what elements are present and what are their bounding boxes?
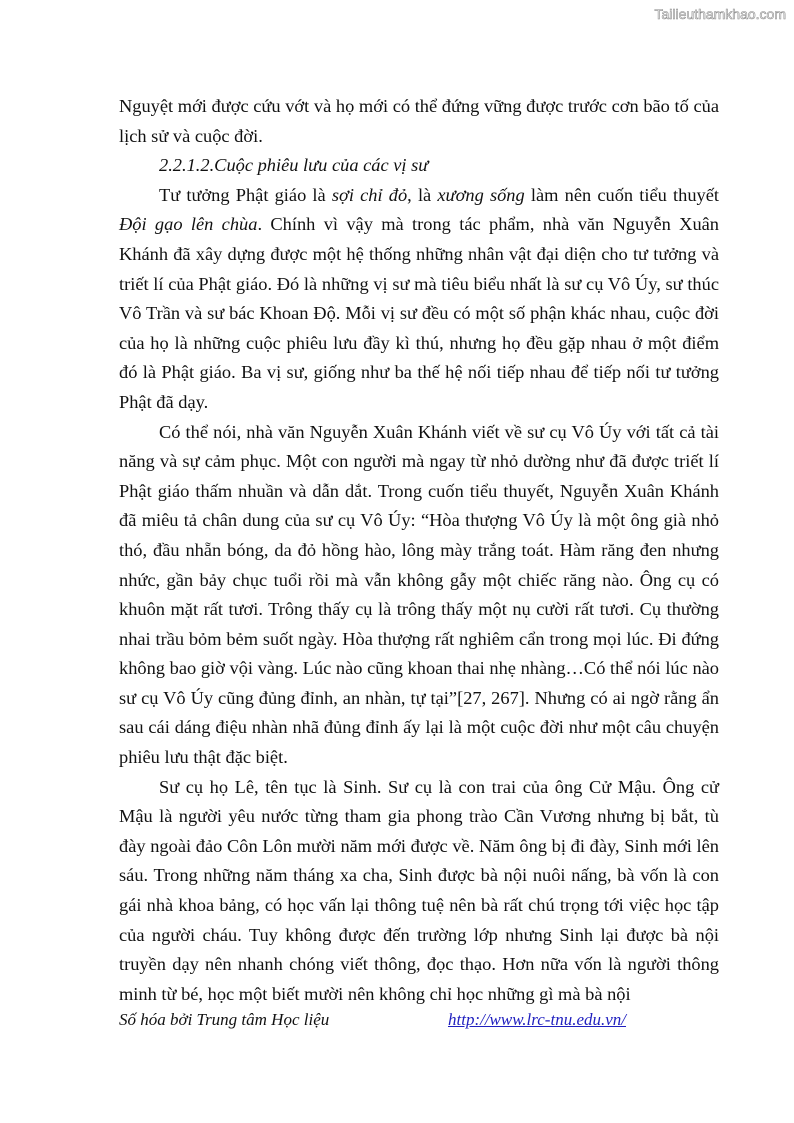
emphasis-text: sợi chỉ đỏ [331,184,408,205]
page-footer [119,1010,719,1034]
book-title: Đội gạo lên chùa [119,214,258,235]
footer-digitized-by: Số hóa bởi Trung tâm Học liệu [119,1010,330,1029]
paragraph-text: Tư tưởng Phật giáo là [159,184,332,205]
paragraph-text: , là [407,184,438,205]
watermark: Tailieuthamkhao.com [654,6,786,22]
document-body [119,92,719,1009]
paragraph-text: làm nên cuốn tiểu thuyết [524,184,719,205]
paragraph-buddhist-thought [119,181,719,418]
section-heading: 2.2.1.2.Cuộc phiêu lưu của các vị sư [159,155,429,176]
emphasis-text: xương sống [437,184,525,205]
footer-link[interactable]: http://www.lrc-tnu.edu.vn/ [448,1010,627,1029]
paragraph-vo-uy-portrait: Có thể nói, nhà văn Nguyễn Xuân Khánh viết về sư cụ Vô Úy với tất cả tài năng và sự cảm phục. Một con người mà ngay từ nhỏ dường như đã được triết lí Phật giáo thấm nhuần và dẫn dắt. Trong cuốn tiểu thuyết, Nguyễn Xuân Khánh đã miêu tả chân dung của sư cụ Vô Úy: “Hòa thượng Vô Úy là một ông già nhỏ thó, đầu nhẵn bóng, da đỏ hồng hào, lông mày trắng toát. Hàm răng đen nhưng nhức, gần bảy chục tuổi rồi mà vẫn không gẫy một chiếc răng nào. Ông cụ có khuôn mặt rất tươi. Trông thấy cụ là trông thấy một nụ cười rất tươi. Cụ thường nhai trầu bỏm bẻm suốt ngày. Hòa thượng rất nghiêm cẩn trong mọi lúc. Đi đứng không bao giờ vội vàng. Lúc nào cũng khoan thai nhẹ nhàng…Có thể nói lúc nào sư cụ Vô Úy cũng đủng đỉnh, an nhàn, tự tại”[27, 267]. Nhưng có ai ngờ rằng ẩn sau cái dáng điệu nhàn nhã đủng đỉnh ấy lại là một cuộc đời như một câu chuyện phiêu lưu thật đặc biệt. [119,421,719,768]
paragraph-vo-uy-biography: Sư cụ họ Lê, tên tục là Sinh. Sư cụ là con trai của ông Cử Mậu. Ông cử Mậu là người yêu nước từng tham gia phong trào Cần Vương nhưng bị bắt, tù đày ngoài đảo Côn Lôn mười năm mới được về. Năm ông bị đi đày, Sinh mới lên sáu. Trong những năm tháng xa cha, Sinh được bà nội nuôi nấng, bà vốn là con gái nhà khoa bảng, có học vấn lại thông tuệ nên bà rất chú trọng tới việc học tập của người cháu. Tuy không được đến trường lớp nhưng Sinh lại được bà nội truyền dạy nên nhanh chóng viết thông, đọc thạo. Hơn nữa vốn là người thông minh từ bé, học một biết mười nên không chỉ học những gì mà bà nội [119,776,719,1004]
paragraph-continuation: Nguyệt mới được cứu vớt và họ mới có thể đứng vững được trước cơn bão tố của lịch sử và cuộc đời. [119,96,719,146]
paragraph-text: . Chính vì vậy mà trong tác phẩm, nhà văn Nguyễn Xuân Khánh đã xây dựng được một hệ thống những nhân vật đại diện cho tư tưởng và triết lí của Phật giáo. Đó là những vị sư mà tiêu biểu nhất là sư cụ Vô Úy, sư thúc Vô Trần và sư bác Khoan Độ. Mỗi vị sư đều có một số phận khác nhau, cuộc đời của họ là những cuộc phiêu lưu đầy kì thú, nhưng họ đều gặp nhau ở một điểm đó là Phật giáo. Ba vị sư, giống như ba thế hệ nối tiếp nhau để tiếp nối tư tưởng Phật đã dạy. [119,214,719,412]
